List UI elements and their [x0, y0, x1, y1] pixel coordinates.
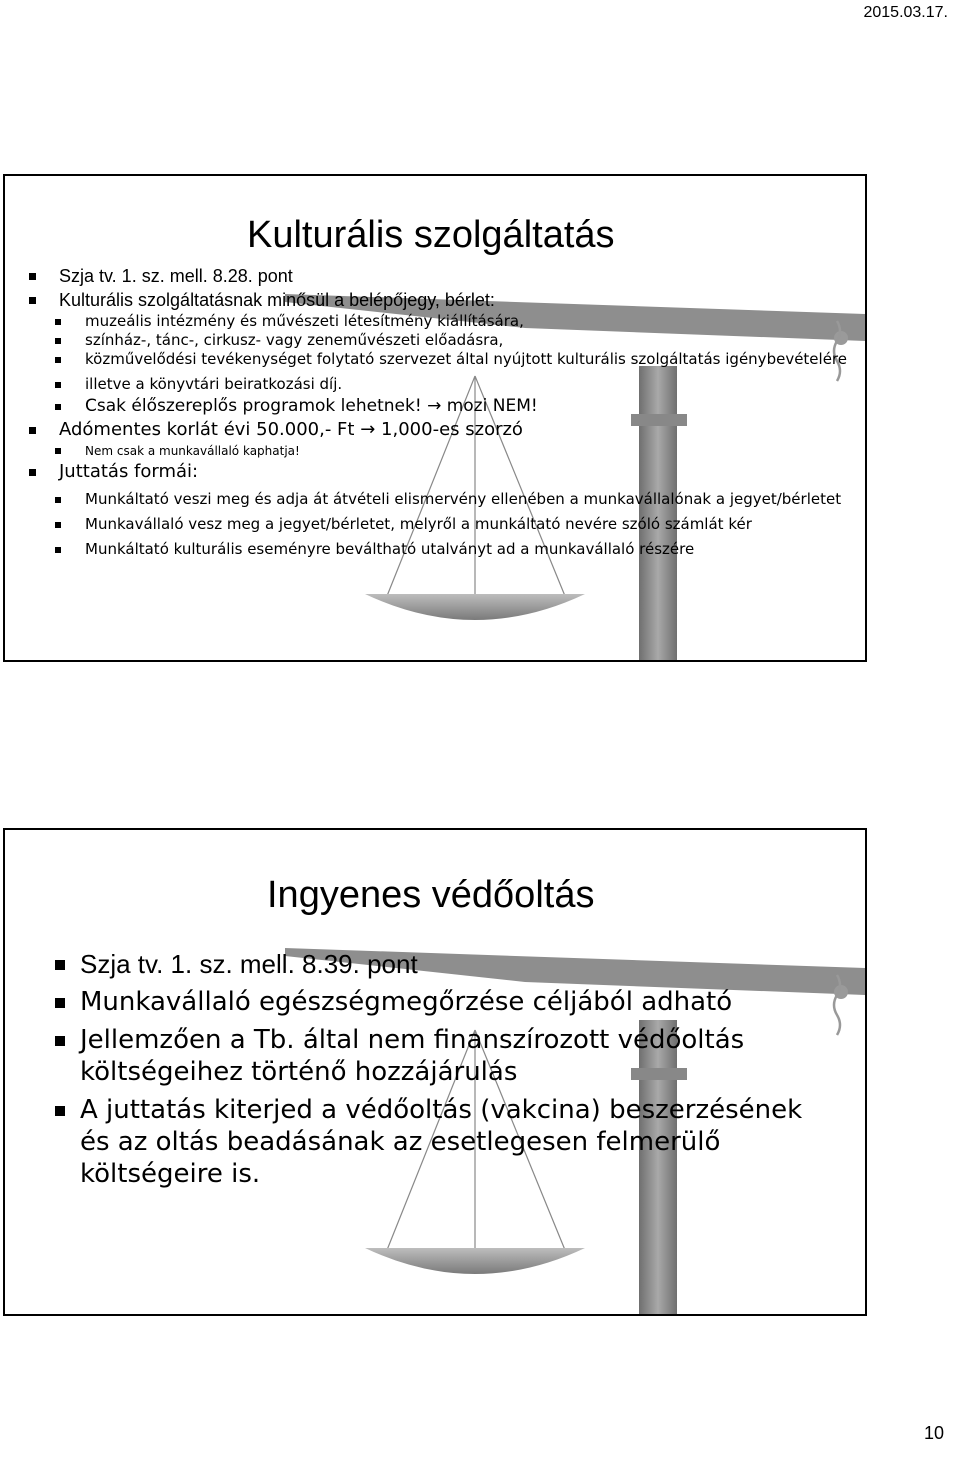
- square-bullet-icon: [55, 1036, 65, 1046]
- list-item: Munkavállaló egészségmegőrzése céljából adható: [55, 986, 835, 1018]
- list-subitem: Munkavállaló vesz meg a jegyet/bérletet, melyről a munkáltató nevére szóló számlát kér: [29, 515, 849, 534]
- header-date: 2015.03.17.: [863, 4, 948, 21]
- list-subitem: közművelődési tevékenységet folytató szervezet által nyújtott kulturális szolgáltatás igénybevételére: [29, 350, 849, 369]
- slide-title: Kulturális szolgáltatás: [247, 214, 615, 256]
- list-item: A juttatás kiterjed a védőoltás (vakcina) beszerzésének és az oltás beadásának az esetlegesen felmerülő költségeire is.: [55, 1094, 835, 1190]
- bullet-list: [55, 948, 835, 1196]
- list-subitem: színház-, tánc-, cirkusz- vagy zeneművészeti előadásra,: [29, 331, 849, 350]
- slide-ingyenes-vedooltas: [3, 828, 867, 1316]
- slide-kulturalis-szolgaltatas: [3, 174, 867, 662]
- square-bullet-icon: [55, 448, 61, 454]
- right-arrow-icon: →: [360, 419, 376, 440]
- list-subitem: Csak élőszereplős programok lehetnek! → mozi NEM!: [29, 394, 849, 418]
- list-item: Szja tv. 1. sz. mell. 8.39. pont: [55, 948, 835, 980]
- square-bullet-icon: [55, 960, 65, 970]
- square-bullet-icon: [55, 998, 65, 1008]
- page-number: 10: [923, 1423, 944, 1443]
- square-bullet-icon: [55, 338, 61, 344]
- list-item: Jellemzően a Tb. által nem finanszírozott védőoltás költségeihez történő hozzájárulás: [55, 1024, 835, 1088]
- square-bullet-icon: [55, 404, 61, 410]
- square-bullet-icon: [55, 357, 61, 363]
- list-subitem: Munkáltató kulturális eseményre beváltható utalványt ad a munkavállaló részére: [29, 540, 849, 559]
- list-item: Szja tv. 1. sz. mell. 8.28. pont: [29, 264, 849, 288]
- square-bullet-icon: [29, 273, 36, 280]
- square-bullet-icon: [55, 319, 61, 325]
- slide-title: Ingyenes védőoltás: [267, 874, 595, 916]
- square-bullet-icon: [55, 382, 61, 388]
- list-subitem: illetve a könyvtári beiratkozási díj.: [29, 375, 849, 394]
- list-subitem: muzeális intézmény és művészeti létesítmény kiállítására,: [29, 312, 849, 331]
- square-bullet-icon: [55, 497, 61, 503]
- square-bullet-icon: [29, 427, 36, 434]
- list-item: Adómentes korlát évi 50.000,- Ft → 1,000-es szorzó: [29, 418, 849, 442]
- list-item: Kulturális szolgáltatásnak minősül a belépőjegy, bérlet:: [29, 288, 849, 312]
- square-bullet-icon: [55, 522, 61, 528]
- bullet-list: [29, 264, 849, 559]
- square-bullet-icon: [29, 297, 36, 304]
- right-arrow-icon: →: [427, 396, 442, 416]
- list-subitem: Nem csak a munkavállaló kaphatja!: [29, 442, 849, 460]
- square-bullet-icon: [55, 1106, 65, 1116]
- square-bullet-icon: [29, 469, 36, 476]
- list-item: Juttatás formái:: [29, 460, 849, 484]
- list-subitem: Munkáltató veszi meg és adja át átvételi elismervény ellenében a munkavállalónak a jegyet/bérletet: [29, 490, 849, 509]
- square-bullet-icon: [55, 547, 61, 553]
